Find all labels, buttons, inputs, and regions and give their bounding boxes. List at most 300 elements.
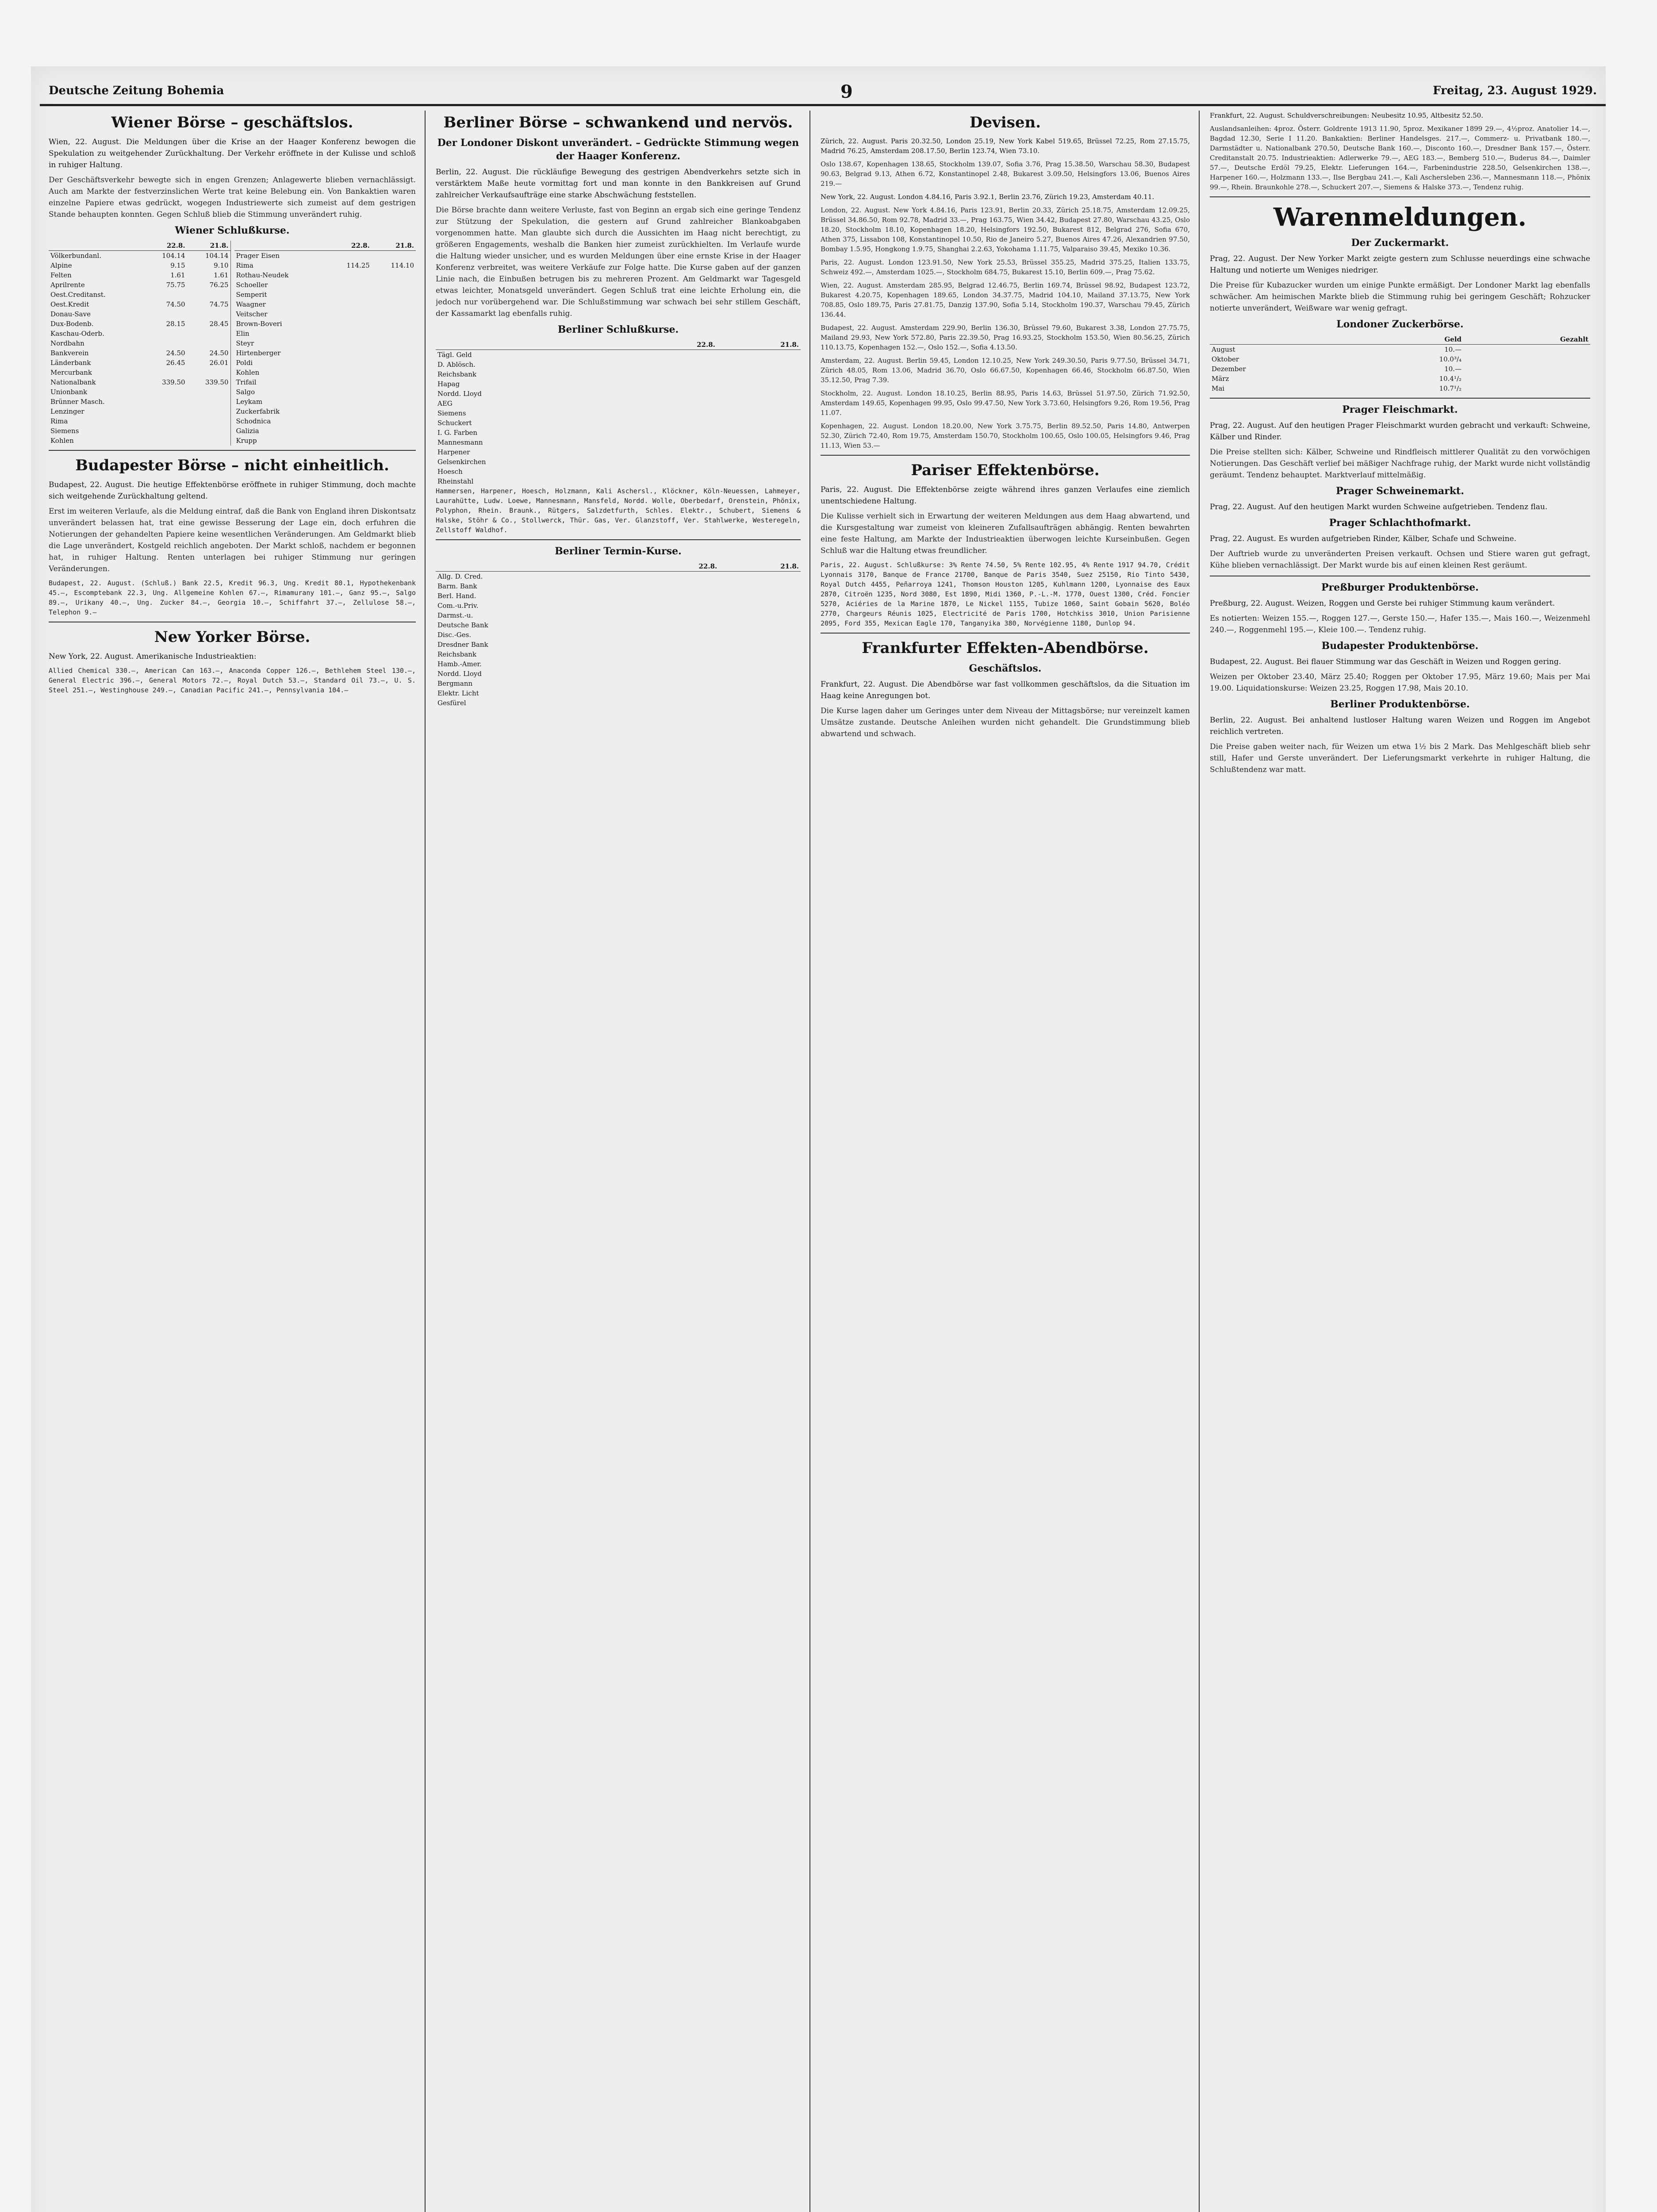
quote-value bbox=[327, 251, 372, 261]
quote-value bbox=[633, 389, 717, 399]
column-divider bbox=[425, 111, 426, 2212]
article-text: New York, 22. August. Amerikanische Industrieaktien: bbox=[49, 652, 257, 661]
quote-value bbox=[1463, 354, 1590, 364]
quote-listing: Paris, 22. August. Schlußkurse: 3% Rente 74.50, 5% Rente 102.95, 4% Rente 1917 94.70, Crédit Lyonnais 3170, Banque de France 21700, Banque de Paris 3540, Suez 25150, Rio Tinto 5430, Royal Dutch 4455, Peñarroya 1241, Thomson Houston 1205, Kuhlmann 1200, Lyonnaise des Eaux 2870, Citroën 1235, Nord 3080, Est 1890, Midi 1360, P.-L.-M. 1770, Ouest 1300, Créd. Foncier 5270, Aciéries de la Marine 1870, Le Nickel 1155, Tubize 1060, Saint Gobain 5620, Boléo 2770, Chargeurs Réunis 1025, Electricité de Paris 1700, Hotchkiss 3010, Union Parisienne 2095, Ford 355, Mexican Eagle 170, Tanganyika 380, Norvégienne 1180, Dunlop 94. bbox=[821, 561, 1190, 627]
quote-value bbox=[633, 457, 717, 467]
security-name: Salgo bbox=[236, 388, 255, 396]
security-name: Poldi bbox=[236, 359, 253, 367]
security-name: Schodnica bbox=[236, 417, 271, 425]
quote-value: 339.50 bbox=[162, 378, 185, 386]
quote-value bbox=[187, 338, 230, 348]
article-text: Prag, 22. August. Der New Yorker Markt zeigte gestern zum Schlusse neuerdings eine schwache Haltung und notierte um Weniges niedriger. bbox=[1210, 254, 1590, 275]
security-name: Prager Eisen bbox=[236, 252, 280, 260]
table-row bbox=[1210, 345, 1590, 355]
table-header-cell: 21.8. bbox=[717, 340, 801, 350]
quote-table-title: Berliner Schlußkurse. bbox=[557, 324, 679, 335]
meat-market-title: Prager Fleischmarkt. bbox=[1342, 404, 1458, 415]
article-text: Amsterdam, 22. August. Berlin 59.45, London 12.10.25, New York 249.30.50, Paris 9.77.50, Brüssel 34.71, Zürich 48.05, Rom 13.06, Madrid 36.70, Oslo 66.67.50, Kopenhagen 66.46, Stockholm 66.87.50, Wien 35.12.50, Prag 7.39. bbox=[821, 357, 1190, 384]
table-row bbox=[436, 447, 801, 457]
article-text: Berlin, 22. August. Bei anhaltend lustloser Haltung waren Weizen und Roggen im Angebot reichlich vertreten. bbox=[1210, 716, 1590, 736]
quote-value bbox=[372, 358, 416, 368]
quote-value bbox=[717, 476, 801, 486]
table-header-cell: 22.8. bbox=[144, 241, 187, 251]
table-row bbox=[234, 358, 416, 368]
security-name: Darmst.-u. bbox=[437, 611, 473, 619]
security-name: Kaschau-Oderb. bbox=[50, 330, 104, 338]
article-text: Es notierten: Weizen 155.—, Roggen 127.—, Gerste 150.—, Hafer 135.—, Mais 160.—, Weizenmehl 240.—, Roggenmehl 195.—, Kleie 100.—. Tendenz ruhig. bbox=[1210, 614, 1590, 634]
quote-value bbox=[327, 280, 372, 290]
quote-value bbox=[637, 679, 719, 688]
security-name: Berl. Hand. bbox=[437, 592, 476, 600]
table-header-cell: 22.8. bbox=[633, 340, 717, 350]
table-row bbox=[49, 387, 230, 397]
quote-value bbox=[717, 350, 801, 360]
security-name: Donau-Save bbox=[50, 310, 91, 318]
quote-value: 74.75 bbox=[209, 300, 229, 308]
quote-value: 24.50 bbox=[166, 349, 185, 357]
quote-value bbox=[372, 407, 416, 416]
quote-value bbox=[144, 407, 187, 416]
table-header-row bbox=[49, 241, 230, 251]
article-text: New York, 22. August. London 4.84.16, Paris 3.92.1, Berlin 23.76, Zürich 19.23, Amsterdam 40.11. bbox=[821, 193, 1155, 201]
security-name: Rothau-Neudek bbox=[236, 271, 289, 279]
table-row bbox=[1210, 354, 1590, 364]
quote-value bbox=[633, 476, 717, 486]
quote-value bbox=[637, 688, 719, 698]
quote-value bbox=[144, 387, 187, 397]
quote-value bbox=[637, 611, 719, 620]
table-row bbox=[49, 407, 230, 416]
quote-value bbox=[372, 329, 416, 338]
quote-value bbox=[372, 426, 416, 436]
table-row bbox=[1210, 364, 1590, 374]
quote-value bbox=[327, 270, 372, 280]
table-header-cell: Geld bbox=[1360, 334, 1463, 345]
table-header-cell: 21.8. bbox=[187, 241, 230, 251]
quote-value bbox=[637, 659, 719, 669]
security-name: Lenzinger bbox=[50, 407, 84, 415]
issue-date: Freitag, 23. August 1929. bbox=[1433, 84, 1597, 97]
quote-value: 1.61 bbox=[170, 271, 185, 279]
article-text: Prag, 22. August. Auf den heutigen Prager Fleischmarkt wurden gebracht und verkauft: Schweine, Kälber und Rinder. bbox=[1210, 421, 1590, 442]
table-header-cell: 22.8. bbox=[637, 561, 719, 572]
masthead-name: Deutsche Zeitung Bohemia bbox=[49, 84, 224, 97]
berlin-produce-title: Berliner Produktenbörse. bbox=[1330, 699, 1470, 710]
table-header-cell bbox=[234, 241, 327, 251]
quote-value: 114.25 bbox=[346, 261, 370, 269]
quote-value bbox=[633, 399, 717, 408]
table-row bbox=[436, 399, 801, 408]
table-row bbox=[49, 368, 230, 377]
quote-value bbox=[719, 611, 801, 620]
security-name: Dezember bbox=[1212, 365, 1246, 373]
table-row bbox=[234, 280, 416, 290]
quote-value bbox=[719, 601, 801, 611]
security-name: Bergmann bbox=[437, 680, 473, 687]
table-row bbox=[436, 659, 801, 669]
quote-value bbox=[372, 270, 416, 280]
table-row bbox=[234, 309, 416, 319]
headline-devisen: Devisen. bbox=[969, 114, 1041, 131]
quote-value bbox=[717, 438, 801, 447]
security-name: Oktober bbox=[1212, 355, 1239, 363]
pig-market-title: Prager Schweinemarkt. bbox=[1336, 485, 1464, 497]
table-row bbox=[234, 329, 416, 338]
security-name: Hoesch bbox=[437, 468, 463, 476]
article-text: Die Börse brachte dann weitere Verluste, fast von Beginn an ergab sich eine geringe Tendenz zur Stützung der Spekulation, die gestern auf Grund zahlreicher Blankoabgaben vorgenommen hatte. Man glaubte sich durch die Aussichten im Haag nicht berechtigt, zu größeren Engagements, weshalb die Banken hier zumeist zurückhielten. Im Verlaufe wurde die Haltung wieder unsicher, und es wurden Meldungen über eine ernste Krise in der Haager Konferenz verbreitet, was weitere Verkäufe zur Folge hatte. Die Kurse gaben auf der ganzen Linie nach, die Einbußen betrugen bis zu mehreren Prozent. Am Geldmarkt war Tagesgeld etwas leichter, Monatsgeld unverändert. Gegen Schluß trat eine leichte Erholung ein, die jedoch nur vorübergehend war. Die Schlußstimmung war schwach bei sehr stillem Geschäft, der Kassamarkt lag ebenfalls ruhig. bbox=[436, 206, 801, 318]
column-4 bbox=[1210, 111, 1590, 2212]
quote-value: 10.— bbox=[1444, 346, 1462, 353]
table-row bbox=[234, 300, 416, 309]
security-name: Oest.Creditanst. bbox=[50, 291, 106, 299]
article-text: Kopenhagen, 22. August. London 18.20.00, New York 3.75.75, Berlin 89.52.50, Paris 14.80, Antwerpen 52.30, Zürich 72.40, Rom 19.75, Amsterdam 150.70, Stockholm 100.65, Oslo 100.05, Helsingfors 9.46, Prag 11.13, Wien 53.— bbox=[821, 422, 1190, 449]
quote-value bbox=[327, 300, 372, 309]
article-text: Budapest, 22. August. Die heutige Effektenbörse eröffnete in ruhiger Stimmung, doch machte sich weitgehende Zurückhaltung geltend. bbox=[49, 480, 416, 501]
table-row bbox=[49, 270, 230, 280]
quote-value bbox=[1463, 374, 1590, 384]
security-name: Nordbahn bbox=[50, 339, 84, 347]
quote-value bbox=[144, 329, 187, 338]
quote-tables bbox=[49, 241, 416, 445]
security-name: März bbox=[1212, 375, 1229, 383]
table-row bbox=[49, 309, 230, 319]
table-row bbox=[234, 348, 416, 358]
quote-value bbox=[633, 467, 717, 476]
security-name: August bbox=[1212, 346, 1235, 353]
article-text: Der Geschäftsverkehr bewegte sich in engen Grenzen; Anlagewerte blieben vernachlässigt. Auch am Markte der festverzinslichen Werte trat keine Belebung ein. Von Bankaktien waren einzelne Papiere etwas gedrückt, wogegen Industriewerte sich zumeist auf dem gestrigen Stande behaupten konnten. Gegen Schluß blieb die Stimmung unverändert ruhig. bbox=[49, 176, 416, 219]
quote-value bbox=[187, 368, 230, 377]
table-header-row bbox=[436, 561, 801, 572]
security-name: D. Ablösch. bbox=[437, 361, 476, 369]
quote-value bbox=[372, 348, 416, 358]
section-rule bbox=[1210, 398, 1590, 399]
quote-value bbox=[144, 368, 187, 377]
quote-value bbox=[717, 389, 801, 399]
security-name: I. G. Farben bbox=[437, 429, 478, 437]
quote-value bbox=[372, 338, 416, 348]
table-row bbox=[49, 290, 230, 300]
quote-value: 9.10 bbox=[214, 261, 229, 269]
quote-value bbox=[327, 338, 372, 348]
article-text: London, 22. August. New York 4.84.16, Paris 123.91, Berlin 20.33, Zürich 25.18.75, Amsterdam 12.09.25, Brüssel 34.86.50, Rom 92.78, Madrid 33.—, Prag 163.75, Wien 34.42, Budapest 27.80, Warschau 43.25, Oslo 18.20, Stockholm 18.10, Kopenhagen 18.20, Helsingfors 192.50, Bukarest 812, Belgrad 276, Sofia 670, Athen 375, Lissabon 108, Konstantinopel 10.50, Rio de Janeiro 5.27, Buenos Aires 47.26, Alexandrien 97.50, Bombay 1.5.95, Hongkong 1.9.75, Shanghai 2.2.63, Yokohama 1.11.75, Valparaiso 39.45, Mexiko 10.36. bbox=[821, 206, 1190, 253]
article-text: Zürich, 22. August. Paris 20.32.50, London 25.19, New York Kabel 519.65, Brüssel 72.25, Rom 27.15.75, Madrid 76.25, Amsterdam 208.17.50, Berlin 123.74, Wien 73.10. bbox=[821, 137, 1190, 155]
table-row bbox=[436, 688, 801, 698]
table-row bbox=[436, 640, 801, 649]
article-text: Paris, 22. August. London 123.91.50, New York 25.53, Brüssel 355.25, Madrid 375.25, Italien 133.75, Schweiz 492.—, Amsterdam 1025.—, Stockholm 684.75, Bukarest 15.10, Berlin 609.—, Prag 75.62. bbox=[821, 258, 1190, 276]
quote-value bbox=[637, 620, 719, 630]
security-name: Waagner bbox=[236, 300, 266, 308]
headline-warenmeldungen: Warenmeldungen. bbox=[1273, 203, 1527, 232]
quote-value bbox=[717, 447, 801, 457]
column-divider bbox=[809, 111, 810, 2212]
quote-value bbox=[637, 649, 719, 659]
page-header bbox=[35, 81, 1601, 102]
subheadline: Der Londoner Diskont unverändert. – Gedrückte Stimmung wegen der Haager Konferenz. bbox=[437, 137, 799, 162]
table-row bbox=[436, 379, 801, 389]
quote-value bbox=[637, 591, 719, 601]
quote-value bbox=[717, 408, 801, 418]
article-text: Budapest, 22. August. Amsterdam 229.90, Berlin 136.30, Brüssel 79.60, Bukarest 3.38, London 27.75.75, Mailand 29.93, New York 572.80, Paris 22.39.50, Prag 16.93.25, Stockholm 153.50, Wien 80.56.25, Zürich 110.13.75, Kopenhagen 152.—, Oslo 152.—, Sofia 4.13.50. bbox=[821, 324, 1190, 351]
quote-value bbox=[372, 319, 416, 329]
headline-budapester-boerse: Budapester Börse – nicht einheitlich. bbox=[75, 457, 389, 474]
subheadline: Der Zuckermarkt. bbox=[1351, 237, 1449, 249]
table-row bbox=[436, 601, 801, 611]
quote-value bbox=[327, 329, 372, 338]
quote-value bbox=[633, 428, 717, 438]
article-text: Die Preise für Kubazucker wurden um einige Punkte ermäßigt. Der Londoner Markt lag ebenfalls schwächer. Am heimischen Markte blieb die Stimmung ruhig bei geringem Geschäft; Rohzucker notierte unverändert, Weißware war wenig gefragt. bbox=[1210, 281, 1590, 313]
table-row bbox=[436, 581, 801, 591]
security-name: Mannesmann bbox=[437, 438, 483, 446]
security-name: Semperit bbox=[236, 291, 267, 299]
quote-value bbox=[327, 348, 372, 358]
security-name: Reichsbank bbox=[437, 650, 477, 658]
quote-value bbox=[327, 319, 372, 329]
quote-value bbox=[719, 572, 801, 582]
security-name: Rima bbox=[50, 417, 68, 425]
quote-value bbox=[633, 379, 717, 389]
article-text: Die Kulisse verhielt sich in Erwartung der weiteren Meldungen aus dem Haag abwartend, und die Kursgestaltung war zumeist von kleineren Zufallsaufträgen abhängig. Renten bewahrten eine feste Haltung, am Markte der Industrieaktien überwogen leichte Kurseinbußen. Gegen Schluß war die Haltung etwas freundlicher. bbox=[821, 512, 1190, 555]
quote-value bbox=[372, 251, 416, 261]
quote-value bbox=[187, 407, 230, 416]
table-row bbox=[234, 387, 416, 397]
quote-value: 10.4¹/₂ bbox=[1439, 375, 1462, 383]
quote-value: 26.01 bbox=[209, 359, 229, 367]
table-header-row bbox=[1210, 334, 1590, 345]
quote-value bbox=[719, 630, 801, 640]
quote-value: 26.45 bbox=[166, 359, 185, 367]
termin-table-title: Berliner Termin-Kurse. bbox=[555, 545, 682, 557]
headline-wiener-boerse: Wiener Börse – geschäftslos. bbox=[111, 114, 353, 131]
quote-value bbox=[372, 368, 416, 377]
quote-value: 10.— bbox=[1444, 365, 1462, 373]
quote-value bbox=[719, 688, 801, 698]
wiener-quote-table bbox=[49, 241, 230, 445]
article-text: Prag, 22. August. Auf den heutigen Markt wurden Schweine aufgetrieben. Tendenz flau. bbox=[1210, 503, 1548, 511]
quote-value: 28.45 bbox=[209, 320, 229, 328]
security-name: Rheinstahl bbox=[437, 477, 474, 485]
quote-value bbox=[719, 591, 801, 601]
table-row bbox=[436, 350, 801, 360]
table-header-cell bbox=[436, 340, 633, 350]
budapest-produce-title: Budapester Produktenbörse. bbox=[1321, 640, 1479, 652]
slaughter-market-title: Prager Schlachthofmarkt. bbox=[1329, 517, 1471, 529]
table-row bbox=[1210, 374, 1590, 384]
london-sugar-title: Londoner Zuckerbörse. bbox=[1336, 319, 1464, 330]
headline-pariser-effektenboerse: Pariser Effektenbörse. bbox=[911, 461, 1100, 479]
security-name: Brünner Masch. bbox=[50, 398, 105, 406]
quote-value bbox=[719, 669, 801, 679]
security-name: Disc.-Ges. bbox=[437, 631, 472, 639]
quote-value bbox=[187, 290, 230, 300]
quote-value bbox=[372, 377, 416, 387]
article-text: Budapest, 22. August. Bei flauer Stimmung war das Geschäft in Weizen und Roggen gering. bbox=[1210, 657, 1561, 666]
quote-value: 104.14 bbox=[162, 252, 185, 260]
table-row bbox=[1210, 384, 1590, 393]
section-rule bbox=[436, 539, 801, 540]
table-row bbox=[436, 360, 801, 369]
quote-value: 76.25 bbox=[209, 281, 229, 289]
quote-value bbox=[1463, 384, 1590, 393]
article-text: Stockholm, 22. August. London 18.10.25, Berlin 88.95, Paris 14.63, Brüssel 51.97.50, Zürich 71.92.50, Amsterdam 149.65, Kopenhagen 99.95, Oslo 99.47.50, New York 3.73.60, Helsingfors 9.26, Rom 19.56, Prag 11.07. bbox=[821, 389, 1190, 417]
quote-value bbox=[637, 581, 719, 591]
section-rule bbox=[1210, 196, 1590, 197]
security-name: Aprilrente bbox=[50, 281, 85, 289]
table-row bbox=[234, 407, 416, 416]
table-row bbox=[436, 476, 801, 486]
security-name: Bankverein bbox=[50, 349, 89, 357]
quote-value bbox=[187, 436, 230, 445]
security-name: Gelsenkirchen bbox=[437, 458, 486, 466]
table-row bbox=[436, 591, 801, 601]
security-name: Gesfürel bbox=[437, 699, 466, 707]
table-row bbox=[49, 280, 230, 290]
table-row bbox=[436, 408, 801, 418]
section-rule bbox=[821, 455, 1190, 456]
london-sugar-table bbox=[1210, 334, 1590, 393]
quote-value bbox=[327, 426, 372, 436]
security-name: Elektr. Licht bbox=[437, 689, 479, 697]
header-rule bbox=[40, 104, 1606, 106]
table-row bbox=[234, 290, 416, 300]
quote-value bbox=[719, 679, 801, 688]
quote-value bbox=[144, 338, 187, 348]
security-name: Steyr bbox=[236, 339, 254, 347]
security-name: Kohlen bbox=[50, 437, 74, 445]
quote-value bbox=[187, 397, 230, 407]
security-name: Com.-u.Priv. bbox=[437, 602, 479, 610]
table-header-cell: 21.8. bbox=[719, 561, 801, 572]
table-row bbox=[436, 389, 801, 399]
security-name: Mai bbox=[1212, 384, 1225, 392]
security-name: Deutsche Bank bbox=[437, 621, 488, 629]
quote-value bbox=[633, 350, 717, 360]
quote-value bbox=[327, 397, 372, 407]
quote-value bbox=[633, 418, 717, 428]
table-row bbox=[234, 261, 416, 270]
security-name: Mercurbank bbox=[50, 369, 92, 376]
article-text: Die Preise gaben weiter nach, für Weizen um etwa 1½ bis 2 Mark. Das Mehlgeschäft blieb sehr still, Hafer und Gerste unverändert. Der Lieferungsmarkt verkehrte in ruhiger Haltung, die Schlußtendenz war matt. bbox=[1210, 742, 1590, 774]
quote-value bbox=[187, 329, 230, 338]
security-name: Alpine bbox=[50, 261, 72, 269]
quote-value bbox=[719, 698, 801, 708]
table-row bbox=[49, 436, 230, 445]
quote-value bbox=[717, 457, 801, 467]
article-text: Die Preise stellten sich: Kälber, Schweine und Rindfleisch mittlerer Qualität zu den vorwöchigen Notierungen. Das Geschäft verlief bei mäßiger Nachfrage ruhig, der Markt wurde nicht vollständig geräumt. Tendenz behauptet. Marktverlauf mittelmäßig. bbox=[1210, 448, 1590, 480]
table-header-cell bbox=[436, 561, 637, 572]
quote-value bbox=[633, 438, 717, 447]
quote-value: 28.15 bbox=[166, 320, 185, 328]
quote-value bbox=[187, 416, 230, 426]
quote-value bbox=[372, 397, 416, 407]
table-header-cell: 22.8. bbox=[327, 241, 372, 251]
quote-value bbox=[633, 408, 717, 418]
security-name: AEG bbox=[437, 399, 453, 407]
quote-value bbox=[187, 387, 230, 397]
quote-value bbox=[719, 649, 801, 659]
security-name: Hirtenberger bbox=[236, 349, 281, 357]
pressburg-market-title: Preßburger Produktenbörse. bbox=[1321, 582, 1479, 593]
security-name: Reichsbank bbox=[437, 370, 477, 378]
security-name: Länderbank bbox=[50, 359, 91, 367]
table-row bbox=[49, 338, 230, 348]
table-header-cell bbox=[1210, 334, 1360, 345]
article-text: Oslo 138.67, Kopenhagen 138.65, Stockholm 139.07, Sofia 3.76, Prag 15.38.50, Warschau 58.30, Budapest 90.63, Belgrad 9.13, Athen 6.72, Konstantinopel 2.48, Bukarest 3.09.50, Helsingfors 13.06, Buenos Aires 219.— bbox=[821, 160, 1190, 188]
quote-listing: Budapest, 22. August. (Schluß.) Bank 22.5, Kredit 96.3, Ung. Kredit 80.1, Hypothekenbank 45.—, Escomptebank 22.3, Ung. Allgemeine Kohlen 67.—, Rimamurany 101.—, Ganz 95.—, Salgo 89.—, Urikany 40.—, Ung. Zucker 84.—, Georgia 10.—, Schiffahrt 37.—, Zellulose 58.—, Telephon 9.— bbox=[49, 579, 416, 616]
table-row bbox=[234, 436, 416, 445]
section-rule bbox=[821, 633, 1190, 634]
security-name: Schoeller bbox=[236, 281, 268, 289]
quote-value bbox=[719, 640, 801, 649]
quote-value bbox=[144, 397, 187, 407]
article-text: Frankfurt, 22. August. Schuldverschreibungen: Neubesitz 10.95, Altbesitz 52.50. bbox=[1210, 111, 1484, 119]
table-row bbox=[49, 358, 230, 368]
quote-value: 10.7¹/₂ bbox=[1439, 384, 1462, 392]
quote-value bbox=[187, 426, 230, 436]
quote-value bbox=[633, 447, 717, 457]
security-name: Unionbank bbox=[50, 388, 88, 396]
quote-value bbox=[327, 309, 372, 319]
security-name: Rima bbox=[236, 261, 253, 269]
table-row bbox=[234, 426, 416, 436]
table-header-cell bbox=[49, 241, 144, 251]
table-row bbox=[234, 416, 416, 426]
table-row bbox=[436, 438, 801, 447]
quote-value bbox=[717, 418, 801, 428]
table-row bbox=[436, 572, 801, 582]
quote-value bbox=[327, 368, 372, 377]
section-rule bbox=[49, 450, 416, 451]
column-divider bbox=[1199, 111, 1200, 2212]
quote-value bbox=[327, 416, 372, 426]
quote-value bbox=[372, 309, 416, 319]
table-row bbox=[234, 377, 416, 387]
quote-value bbox=[717, 360, 801, 369]
quote-value: 104.14 bbox=[205, 252, 229, 260]
table-row bbox=[49, 397, 230, 407]
table-row bbox=[234, 397, 416, 407]
quote-value bbox=[372, 300, 416, 309]
quote-value bbox=[637, 640, 719, 649]
quote-value: 10.0³/₄ bbox=[1439, 355, 1462, 363]
quote-value: 24.50 bbox=[209, 349, 229, 357]
table-header-row bbox=[436, 340, 801, 350]
security-name: Felten bbox=[50, 271, 72, 279]
security-name: Nordd. Lloyd bbox=[437, 390, 482, 398]
security-name: Dresdner Bank bbox=[437, 641, 488, 649]
table-row bbox=[436, 418, 801, 428]
table-row bbox=[234, 368, 416, 377]
table-row bbox=[436, 428, 801, 438]
quote-value bbox=[637, 669, 719, 679]
table-header-cell: Gezahlt bbox=[1463, 334, 1590, 345]
quote-value bbox=[327, 358, 372, 368]
quote-listing: Allied Chemical 330.—, American Can 163.—, Anaconda Copper 126.—, Bethlehem Steel 130.—, General Electric 396.—, General Motors 72.—, Royal Dutch 53.—, Standard Oil 73.—, U. S. Steel 251.—, Westinghouse 249.—, Canadian Pacific 241.—, Pennsylvania 104.— bbox=[49, 667, 416, 694]
table-row bbox=[436, 467, 801, 476]
table-row bbox=[436, 611, 801, 620]
security-name: Brown-Boveri bbox=[236, 320, 282, 328]
quote-value bbox=[327, 436, 372, 445]
security-name: Siemens bbox=[437, 409, 466, 417]
quote-value: 9.15 bbox=[170, 261, 185, 269]
quote-value bbox=[372, 436, 416, 445]
headline-berliner-boerse: Berliner Börse – schwankend und nervös. bbox=[443, 114, 793, 131]
table-row bbox=[49, 300, 230, 309]
article-text: Berlin, 22. August. Die rückläufige Bewegung des gestrigen Abendverkehrs setzte sich in verstärktem Maße heute vormittag fort und man konnte in den Bankkreisen auf Grund zahlreicher Verkaufsaufträge eine starke Abschwächung feststellen. bbox=[436, 168, 801, 200]
quote-value bbox=[1463, 364, 1590, 374]
table-row bbox=[436, 630, 801, 640]
table-row bbox=[436, 649, 801, 659]
column-3 bbox=[821, 111, 1190, 2212]
